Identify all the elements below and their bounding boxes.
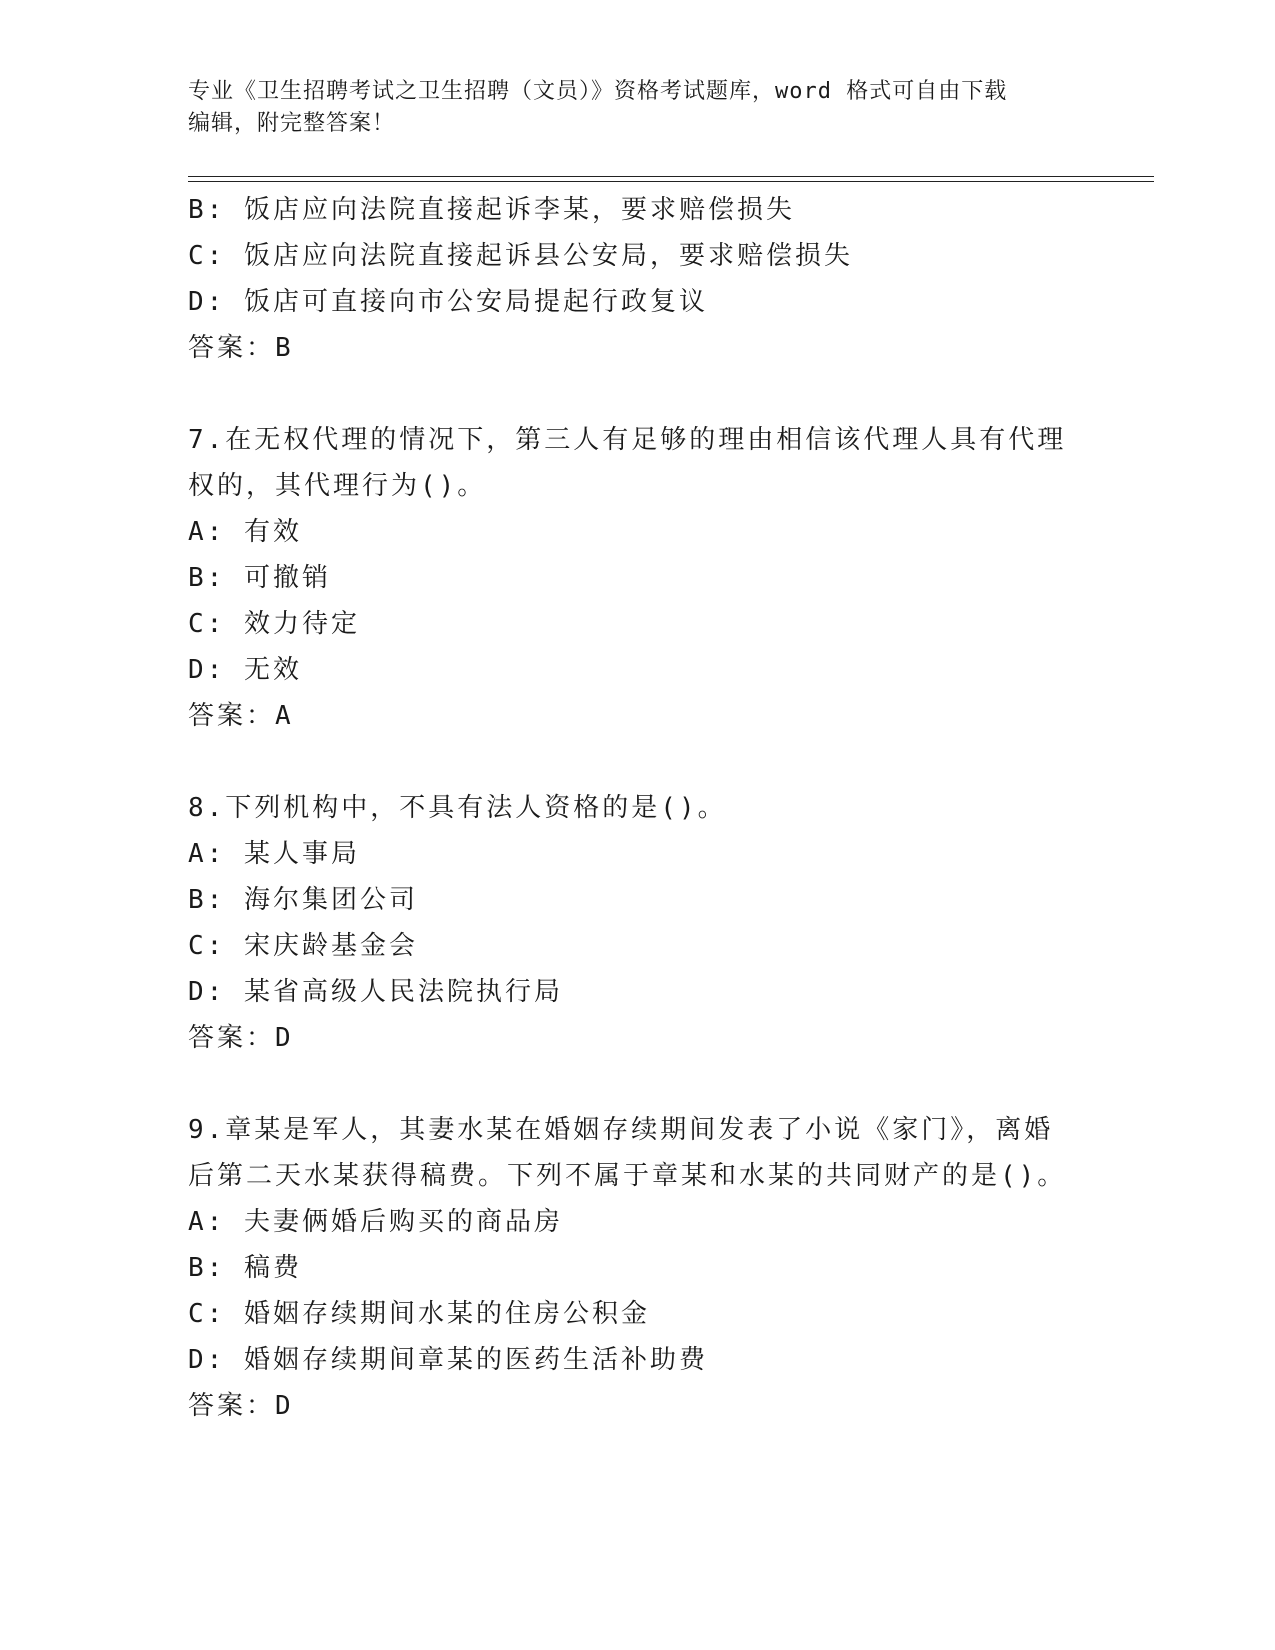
option-b: B: 稿费	[188, 1253, 302, 1283]
header-line-1: 专业《卫生招聘考试之卫生招聘（文员）》资格考试题库，word 格式可自由下载	[188, 79, 1008, 104]
option-d: D: 某省高级人民法院执行局	[188, 977, 563, 1007]
option-c: C: 宋庆龄基金会	[188, 931, 418, 961]
question-stem: 7.在无权代理的情况下，第三人有足够的理由相信该代理人具有代理	[188, 425, 1067, 455]
option-a: A: 有效	[188, 517, 302, 547]
question-6	[188, 187, 1088, 371]
answer: 答案：D	[188, 1391, 294, 1421]
spacer	[188, 739, 1088, 785]
option-c: C: 效力待定	[188, 609, 360, 639]
header-rule-top	[188, 176, 1154, 177]
option-d: D: 婚姻存续期间章某的医药生活补助费	[188, 1345, 708, 1375]
question-stem: 8.下列机构中，不具有法人资格的是()。	[188, 793, 727, 823]
spacer	[188, 1061, 1088, 1107]
answer: 答案：D	[188, 1023, 294, 1053]
option-d: D: 饭店可直接向市公安局提起行政复议	[188, 287, 708, 317]
question-7	[188, 417, 1088, 739]
option-b: B: 饭店应向法院直接起诉李某，要求赔偿损失	[188, 195, 795, 225]
option-c: C: 饭店应向法院直接起诉县公安局，要求赔偿损失	[188, 241, 853, 271]
option-a: A: 夫妻俩婚后购买的商品房	[188, 1207, 563, 1237]
header-rule-bottom	[188, 181, 1154, 182]
answer: 答案：B	[188, 333, 294, 363]
answer: 答案：A	[188, 701, 294, 731]
question-9	[188, 1107, 1088, 1429]
question-8	[188, 785, 1088, 1061]
spacer	[188, 371, 1088, 417]
question-stem: 9.章某是军人，其妻水某在婚姻存续期间发表了小说《家门》，离婚	[188, 1115, 1054, 1145]
question-stem: 后第二天水某获得稿费。下列不属于章某和水某的共同财产的是()。	[188, 1161, 1067, 1191]
option-a: A: 某人事局	[188, 839, 360, 869]
question-stem: 权的，其代理行为()。	[188, 471, 487, 501]
option-b: B: 海尔集团公司	[188, 885, 418, 915]
option-d: D: 无效	[188, 655, 302, 685]
header-line-2: 编辑，附完整答案！	[188, 111, 396, 136]
option-c: C: 婚姻存续期间水某的住房公积金	[188, 1299, 650, 1329]
option-b: B: 可撤销	[188, 563, 331, 593]
document-header	[188, 76, 1088, 140]
question-content	[188, 187, 1088, 1429]
